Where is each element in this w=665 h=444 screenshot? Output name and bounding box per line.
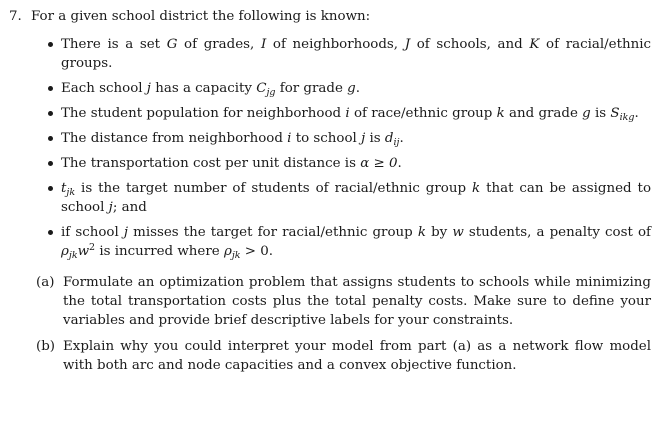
subscript: jg [266,87,276,98]
parts-list [9,273,651,375]
text: Each school [61,81,147,96]
text: of grades, [177,37,261,52]
var-w: w [77,244,90,259]
subscript: ikg [619,112,635,123]
text: . [634,106,639,121]
var-K: K [529,37,540,52]
text: is incurred where [95,244,224,259]
text: There is a set [61,37,167,52]
text: and grade [504,106,583,121]
text: students, a penalty cost of [463,225,651,240]
var-j: j [123,225,129,240]
subscript: ij [393,137,400,148]
var-i: i [287,131,292,146]
var-I: I [260,37,267,52]
bullet-target [61,179,651,217]
text: to school [291,131,362,146]
text: by [425,225,453,240]
bullet-sets [61,35,651,73]
math-gt-zero: > 0 [240,244,269,259]
var-g: g [347,81,356,96]
var-k: k [417,225,426,240]
bullet-capacity [61,79,651,98]
text: misses the target for racial/ethnic group [128,225,418,240]
var-j: j [361,131,366,146]
var-k: k [472,181,481,196]
part-text: Formulate an optimization problem that assigns students to schools while minimizing the total transportation costs plus the total penalty costs. Make sure to define your variables and provide brief descriptive labels for your constraints. [63,275,651,328]
given-list [9,35,651,261]
bullet-population [61,104,651,123]
var-rho: ρ [223,244,232,259]
text: for grade [275,81,348,96]
part-label: (a) [36,275,55,290]
text: . [397,156,402,171]
var-j: j [108,200,113,215]
var-J: J [404,37,411,52]
text: . [268,244,274,259]
var-d: d [384,131,394,146]
text: ; and [112,200,147,215]
part-text: Explain why you could interpret your model from part (a) as a network flow model with both arc and node capacities and a convex objective function. [63,339,651,373]
text: of neighborhoods, [266,37,405,52]
var-w: w [452,225,464,240]
var-G: G [166,37,178,52]
bullet-transport-cost [61,154,651,173]
text: of schools, and [410,37,530,52]
text: of race/ethnic group [349,106,497,121]
text: The student population for neighborhood [61,106,346,121]
text: has a capacity [150,81,257,96]
var-g: g [582,106,591,121]
text: of racial/ethnic groups. [61,37,651,71]
text: is [590,106,611,121]
var-S: S [610,106,620,121]
bullet-distance [61,129,651,148]
text: is [365,131,385,146]
bullet-penalty [61,223,651,261]
subscript: jk [66,187,76,198]
var-i: i [345,106,350,121]
part-b [36,337,651,375]
text: is the target number of students of racial/ethnic group [75,181,472,196]
text: The distance from neighborhood [61,131,288,146]
part-label: (b) [36,339,56,354]
problem-intro: For a given school district the following is known: [31,9,371,24]
text: if school [61,225,124,240]
problem-header [9,7,651,26]
var-rho: ρ [61,244,69,259]
var-C: C [256,81,267,96]
subscript: jk [68,250,78,261]
subscript: jk [231,250,241,261]
var-t: t [61,181,67,196]
text: . [355,81,360,96]
problem-number: 7. [9,9,22,24]
superscript: 2 [89,242,96,253]
text: . [399,131,404,146]
math-alpha: α ≥ 0 [360,156,398,171]
text: The transportation cost per unit distance is [61,156,361,171]
var-j: j [146,81,151,96]
text: that can be assigned to school [61,181,652,215]
part-a [36,273,651,330]
var-k: k [496,106,505,121]
